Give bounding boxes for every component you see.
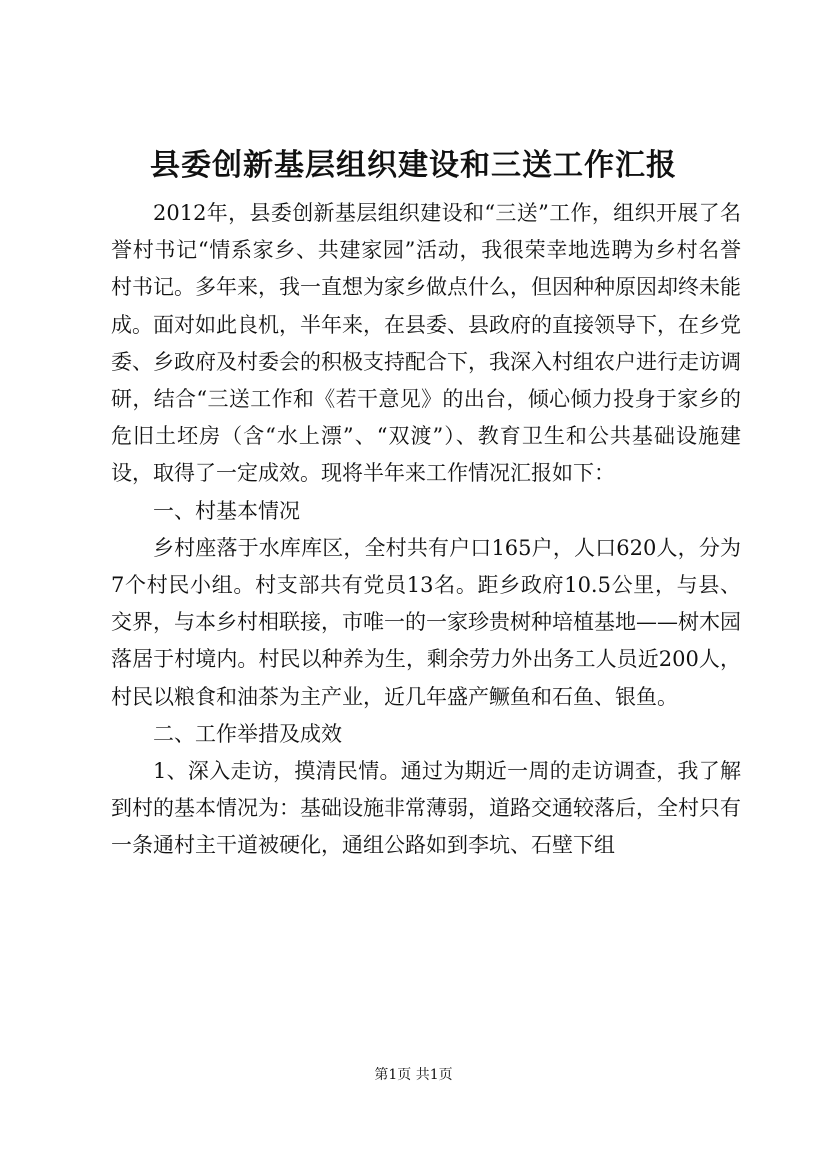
section-heading-2: 二、工作举措及成效 bbox=[153, 721, 342, 746]
intro-paragraph: 2012年，县委创新基层组织建设和“三送”工作，组织开展了名誉村书记“情系家乡、共建家园”活动，我很荣幸地选聘为乡村名誉村书记。多年来，我一直想为家乡做点什么，但因种种原因却终未能成。面对如此良机，半年来，在县委、县政府的直接领导下，在乡党委、乡政府及村委会的积极支持配合下，我深入村组农户进行走访调研，结合“三送工作和《若干意见》的出台，倾心倾力投身于家乡的危旧土坯房（含“水上漂”、“双渡”）、教育卫生和公共基础设施建设，取得了一定成效。现将半年来工作情况汇报如下： bbox=[111, 201, 741, 486]
document-body bbox=[111, 195, 741, 865]
document-title: 县委创新基层组织建设和三送工作汇报 bbox=[150, 148, 677, 183]
measures-paragraph: 1、深入走访，摸清民情。通过为期近一周的走访调查，我了解到村的基本情况为：基础设施非常薄弱，道路交通较落后，全村只有一条通村主干道被硬化，通组公路如到李坑、石壁下组 bbox=[111, 759, 741, 858]
village-info-paragraph: 乡村座落于水库库区，全村共有户口165户，人口620人，分为7个村民小组。村支部共有党员13名。距乡政府10.5公里，与县、交界，与本乡村相联接，市唯一的一家珍贵树种培植基地——树木园落居于村境内。村民以种养为生，剩余劳力外出务工人员近200人，村民以粮食和油茶为主产业，近几年盛产鳜鱼和石鱼、银鱼。 bbox=[111, 535, 741, 709]
page-footer: 第1页 共1页 bbox=[374, 1067, 453, 1083]
section-heading-1: 一、村基本情况 bbox=[153, 498, 300, 523]
